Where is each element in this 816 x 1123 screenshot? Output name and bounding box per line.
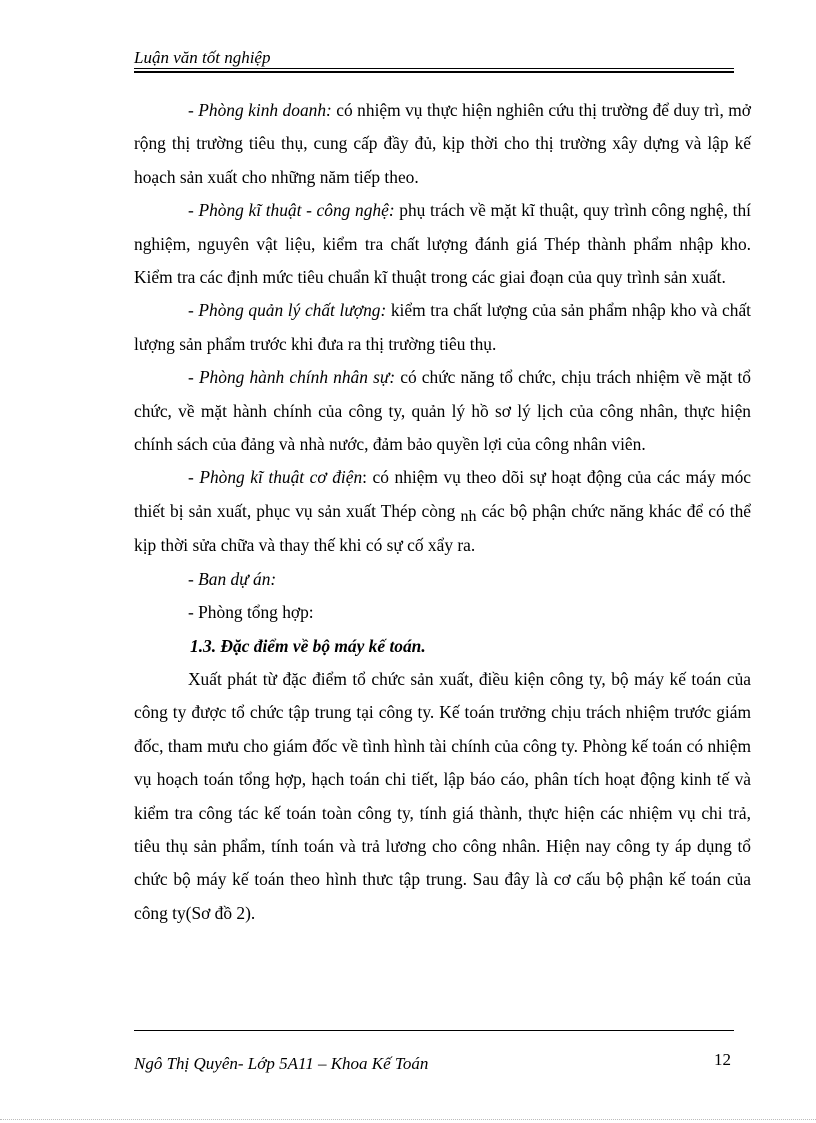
header-rule-thick xyxy=(134,71,734,73)
paragraph-phong-ki-thuat-cong-nghe: - Phòng kĩ thuật - công nghệ: phụ trách về mặt kĩ thuật, quy trình công nghệ, thí nghiệm, nguyên vật liệu, kiểm tra chất lượng đánh giá Thép thành phẩm nhập kho. Kiểm tra các định mức tiêu chuẩn kĩ thuật trong các giai đoạn của quy trình sản xuất. xyxy=(134,200,751,288)
paragraph-phong-tong-hop: - Phòng tổng hợp: xyxy=(188,602,314,623)
paragraph-phong-hanh-chinh-nhan-su: - Phòng hành chính nhân sự: có chức năng tổ chức, chịu trách nhiệm về mặt tổ chức, về mặt hành chính của công ty, quản lý hồ sơ lý lịch của công nhân, thực hiện chính sách của đảng và nhà nước, đảm bảo quyền lợi của công nhân viên. xyxy=(134,367,752,455)
header-title: Luận văn tốt nghiệp xyxy=(134,48,271,67)
paragraph-label: Phòng kĩ thuật - công nghệ: xyxy=(198,200,395,221)
document-body xyxy=(134,94,751,930)
paragraph-phong-quan-ly-chat-luong: - Phòng quản lý chất lượng: kiểm tra chất lượng của sản phẩm nhập kho và chất lượng sản phẩm trước khi đưa ra thị trường tiêu thụ. xyxy=(134,300,752,354)
paragraph-phong-ki-thuat-co-dien: - Phòng kĩ thuật cơ điện: có nhiệm vụ theo dõi sự hoạt động của các máy móc thiết bị sản xuất, phục vụ sản xuất Thép còng nh các bộ phận chức năng khác để có thể kịp thời sửa chữa và thay thế khi có sự cố xẩy ra. xyxy=(134,467,751,556)
page-bottom-border xyxy=(0,1119,816,1120)
paragraph-ban-du-an: - Ban dự án: xyxy=(188,568,277,589)
footer-author: Ngô Thị Quyên- Lớp 5A11 – Khoa Kế Toán xyxy=(134,1054,429,1073)
header-rule-thin xyxy=(134,68,734,69)
paragraph-phong-kinh-doanh: - Phòng kinh doanh: có nhiệm vụ thực hiện nghiên cứu thị trường để duy trì, mở rộng thị trường tiêu thụ, cung cấp đầy đủ, kịp thời cho thị trường xây dựng và lập kế hoạch sản xuất cho những năm tiếp theo. xyxy=(134,100,751,187)
footer-rule xyxy=(134,1030,734,1031)
paragraph-label: Phòng hành chính nhân sự: xyxy=(198,367,396,388)
paragraph-label: Phòng kĩ thuật cơ điện xyxy=(199,467,363,488)
page-number: 12 xyxy=(714,1050,731,1069)
section-heading: 1.3. Đặc điểm về bộ máy kế toán. xyxy=(190,635,426,656)
paragraph-label: Phòng quản lý chất lượng: xyxy=(198,300,387,321)
paragraph-label: Phòng kinh doanh: xyxy=(198,100,332,120)
section-body-paragraph: Xuất phát từ đặc điểm tổ chức sản xuất, điều kiện công ty, bộ máy kế toán của công ty được tổ chức tập trung tại công ty. Kế toán trưởng chịu trách nhiệm trước giám đốc, tham mưu cho giám đốc về tình hình tài chính của công ty. Phòng kế toán có nhiệm vụ hoạch toán tổng hợp, hạch toán chi tiết, lập báo cáo, phân tích hoạt động kinh tế và kiểm tra công tác kế toán toàn công ty, tính giá thành, thực hiện các nhiệm vụ chi trả, tiêu thụ sản phẩm, tính toán và trả lương cho công nhân. Hiện nay công ty áp dụng tổ chức bộ máy kế toán theo hình thưc tập trung. Sau đây là cơ cấu bộ phận kế toán của công ty(Sơ đồ 2). xyxy=(134,668,751,923)
